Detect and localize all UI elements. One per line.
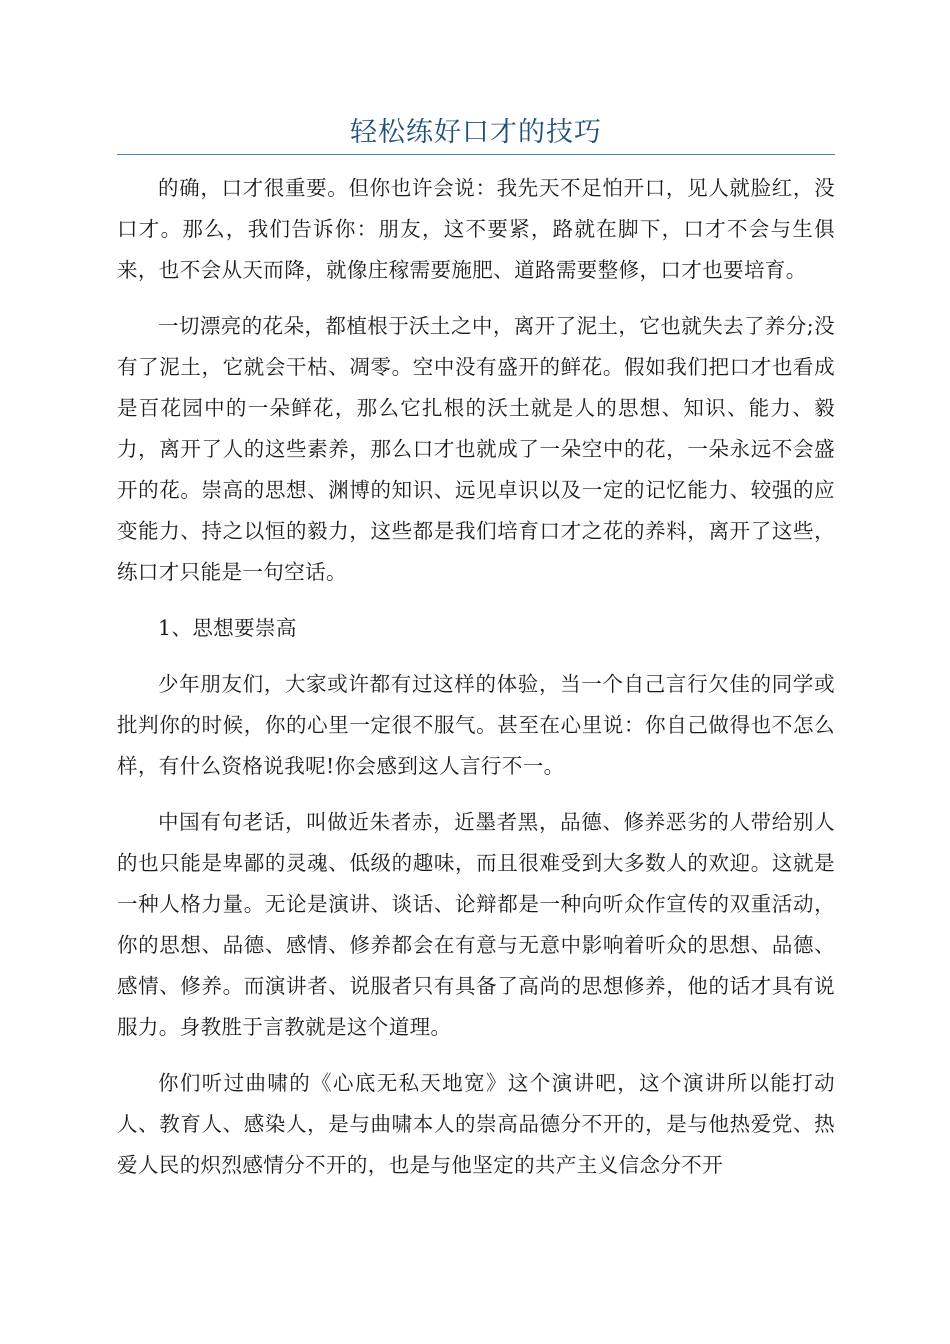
paragraph: 少年朋友们，大家或许都有过这样的体验，当一个自己言行欠佳的同学或批判你的时候，你的心里一定很不服气。甚至在心里说：你自己做得也不怎么样，有什么资格说我呢!你会感到这人言行不一。	[117, 672, 835, 778]
paragraph: 的确，口才很重要。但你也许会说：我先天不足怕开口，见人就脸红，没口才。那么，我们告诉你：朋友，这不要紧，路就在脚下，口才不会与生俱来，也不会从天而降，就像庄稼需要施肥、道路需要整修，口才也要培育。	[117, 176, 835, 282]
paragraph: 一切漂亮的花朵，都植根于沃土之中，离开了泥土，它也就失去了养分;没有了泥土，它就会干枯、凋零。空中没有盛开的鲜花。假如我们把口才也看成是百花园中的一朵鲜花，那么它扎根的沃土就是人的思想、知识、能力、毅力，离开了人的这些素养，那么口才也就成了一朵空中的花，一朵永远不会盛开的花。崇高的思想、渊博的知识、远见卓识以及一定的记忆能力、较强的应变能力、持之以恒的毅力，这些都是我们培育口才之花的养料，离开了这些，练口才只能是一句空话。	[117, 314, 835, 584]
section-heading: 1、思想要崇高	[158, 616, 297, 640]
title-underline	[117, 154, 835, 155]
paragraph: 中国有句老话，叫做近朱者赤，近墨者黑，品德、修养恶劣的人带给别人的也只能是卑鄙的灵魂、低级的趣味，而且很难受到大多数人的欢迎。这就是一种人格力量。无论是演讲、谈话、论辩都是一种向听众作宣传的双重活动，你的思想、品德、感情、修养都会在有意与无意中影响着听众的思想、品德、感情、修养。而演讲者、说服者只有具备了高尚的思想修养，他的话才具有说服力。身教胜于言教就是这个道理。	[117, 810, 835, 1039]
document-title: 轻松练好口才的技巧	[350, 117, 602, 148]
document-body	[117, 168, 835, 1201]
paragraph: 你们听过曲啸的《心底无私天地宽》这个演讲吧，这个演讲所以能打动人、教育人、感染人，是与曲啸本人的崇高品德分不开的，是与他热爱党、热爱人民的炽烈感情分不开的，也是与他坚定的共产主义信念分不开	[117, 1071, 835, 1177]
